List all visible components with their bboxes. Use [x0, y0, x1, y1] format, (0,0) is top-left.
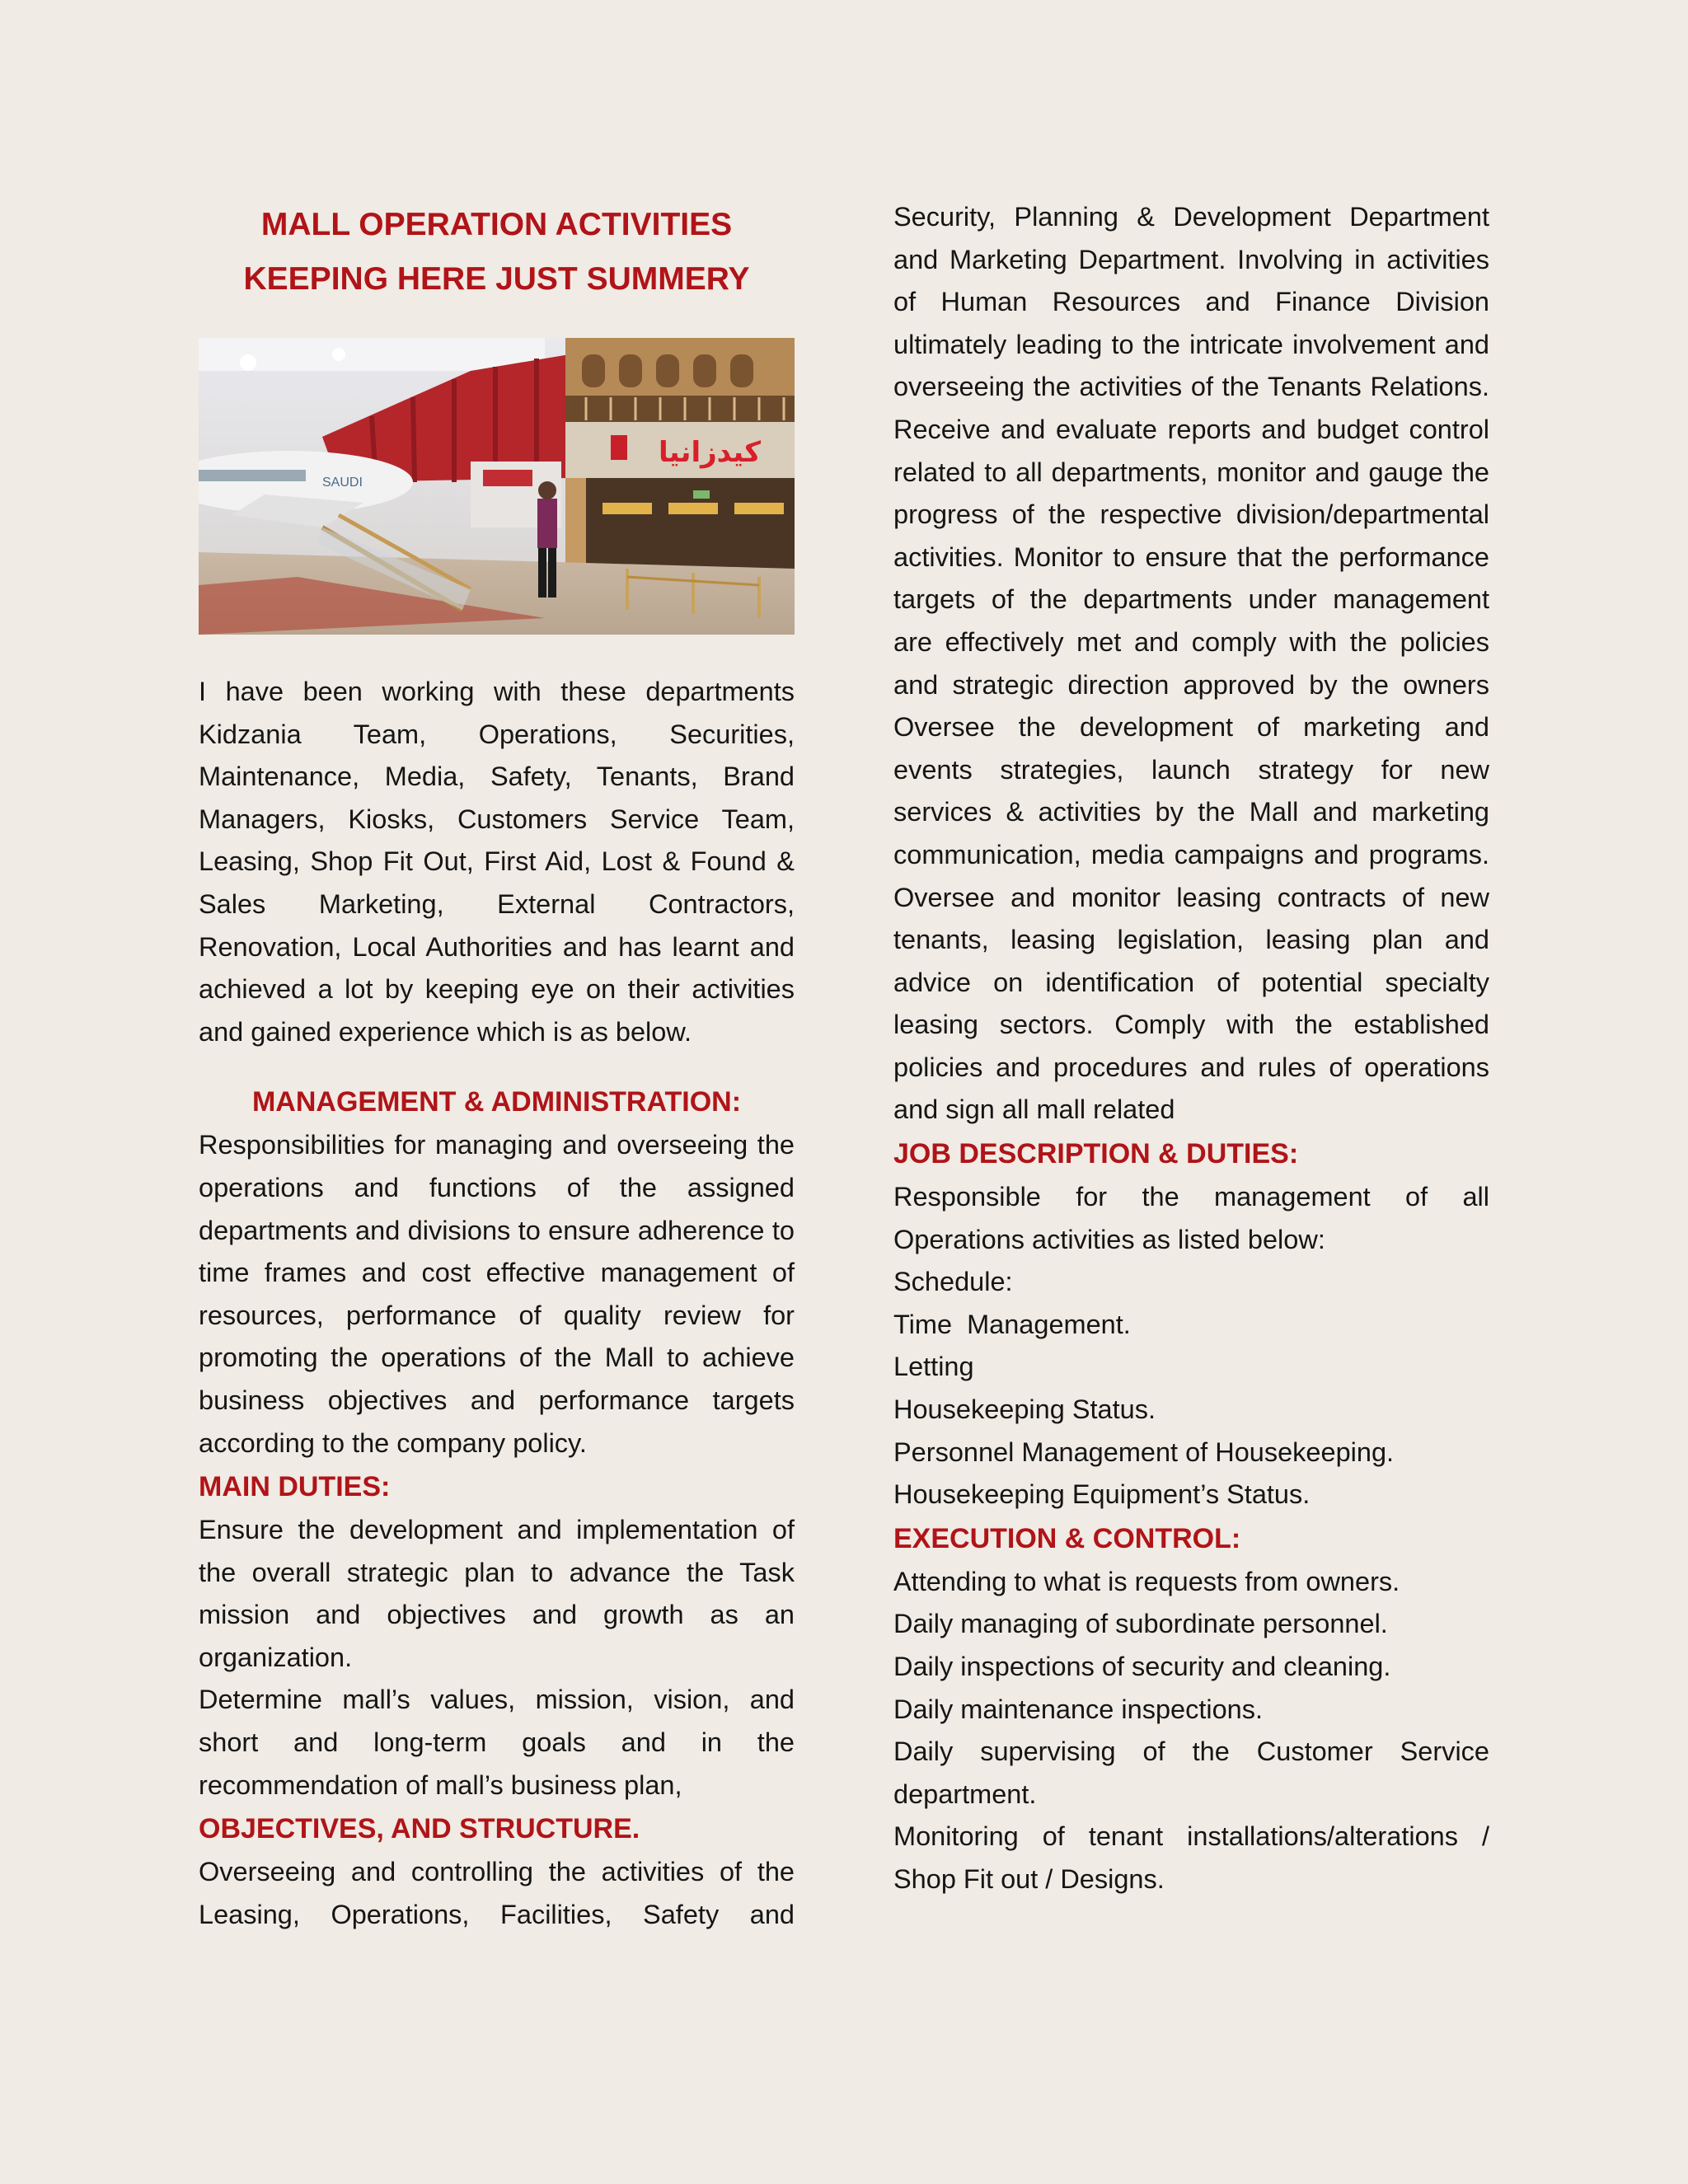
list-item: Housekeeping Equipment’s Status. — [893, 1479, 1311, 1510]
page-title-line-1: MALL OPERATION ACTIVITIES — [260, 207, 733, 242]
job-description-intro: Responsible for the management of all Operations activities as listed below: — [893, 1182, 1489, 1254]
kidzania-sign: كيدزانيا — [659, 436, 761, 469]
objectives-text-right: Security, Planning & Development Department and Marketing Department. Involving in activities of Human Resources and Finance Division ultimately leading to the intricate involvement and overseeing the activities of the Tenants Relations. Receive and evaluate reports and budget control related to all departments, monitor and gauge the progress of the respective division/departmental activities. Monitor to ensure that the performance targets of the departments under management are effectively met and comply with the policies and strategic direction approved by the owners Oversee the development of marketing and events strategies, launch strategy for new services & activities by the Mall and marketing communication, media campaigns and programs. Oversee and monitor leasing contracts of new tenants, leasing legislation, leasing plan and advice on identification of potential specialty leasing sectors. Comply with the established policies and procedures and rules of operations and sign all mall related — [893, 202, 1489, 1125]
management-heading: MANAGEMENT & ADMINISTRATION: — [251, 1086, 742, 1118]
left-column — [199, 198, 795, 1936]
job-description-heading: JOB DESCRIPTION & DUTIES: — [893, 1138, 1299, 1170]
list-item: Monitoring of tenant installations/alterations / Shop Fit out / Designs. — [893, 1821, 1489, 1894]
plane-label: SAUDI — [322, 476, 363, 490]
list-item: Letting — [893, 1352, 974, 1382]
execution-list — [893, 1561, 1489, 1901]
job-duties-list — [893, 1261, 1489, 1516]
intro-paragraph: I have been working with these departments Kidzania Team, Operations, Securities, Maintenance, Media, Safety, Tenants, Brand Managers, Kiosks, Customers Service Team, Leasing, Shop Fit Out, First Aid, Lost & Found & Sales Marketing, External Contractors, Renovation, Local Authorities and has learnt and achieved a lot by keeping eye on their activities and gained experience which is as below. — [199, 677, 795, 1047]
page-title-line-2: KEEPING HERE JUST SUMMERY — [243, 261, 750, 297]
list-item: Daily maintenance inspections. — [893, 1694, 1264, 1724]
main-duties-paragraph-1: Ensure the development and implementation of the overall strategic plan to advance the Task mission and objectives and growth as an organization. — [199, 1515, 795, 1672]
management-text: Responsibilities for managing and overseeing the operations and functions of the assigned departments and divisions to ensure adherence to time frames and cost effective management of resources, performance of quality review for promoting the operations of the Mall to achieve business objectives and performance targets according to the company policy. — [199, 1130, 795, 1458]
main-duties-paragraph-2: Determine mall’s values, mission, vision, and short and long-term goals and in the recommendation of mall’s business plan, — [199, 1685, 795, 1800]
right-column — [893, 198, 1489, 1901]
list-item: Time Management. — [893, 1309, 1131, 1339]
objectives-text-left: Overseeing and controlling the activities of the Leasing, Operations, Facilities, Safety and — [199, 1857, 795, 1929]
list-item: Daily inspections of security and cleaning. — [893, 1652, 1391, 1681]
list-item: Attending to what is requests from owners. — [893, 1566, 1400, 1596]
list-item: Schedule: — [893, 1267, 1013, 1297]
main-duties-heading: MAIN DUTIES: — [199, 1471, 391, 1503]
list-item: Personnel Management of Housekeeping. — [893, 1436, 1395, 1467]
list-item: Daily managing of subordinate personnel. — [893, 1609, 1388, 1639]
list-item: Housekeeping Status. — [893, 1394, 1156, 1425]
list-item: Daily supervising of the Customer Service department. — [893, 1736, 1489, 1809]
mall-photo — [199, 338, 795, 635]
objectives-heading: OBJECTIVES, AND STRUCTURE. — [199, 1813, 640, 1845]
execution-heading: EXECUTION & CONTROL: — [893, 1522, 1241, 1554]
